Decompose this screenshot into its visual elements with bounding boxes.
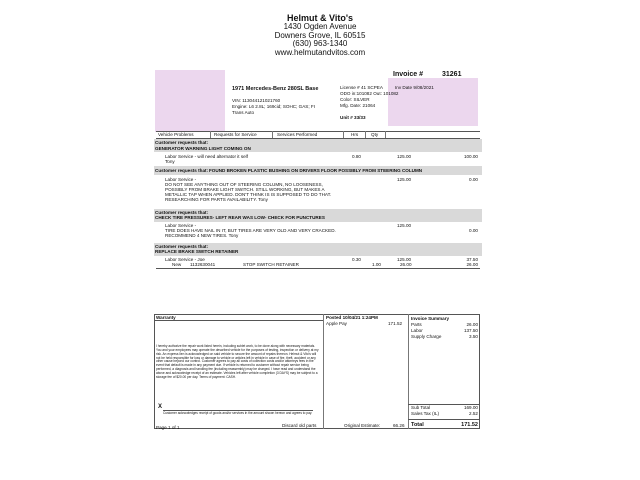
col-requests: Requests for Service bbox=[214, 132, 257, 137]
shop-address-line2: Downers Grove, IL 60515 bbox=[274, 30, 366, 40]
shop-header bbox=[0, 14, 640, 57]
service-line: RESEARCHING FOR PARTS AVAILABILITY. Tony bbox=[165, 197, 268, 202]
service-hrs: 0.80 bbox=[352, 154, 361, 159]
highlight-left bbox=[155, 70, 225, 132]
shop-name: Helmut & Vito's bbox=[287, 13, 353, 23]
posted-date: Posted 10/04/21 1:24PM bbox=[326, 315, 378, 320]
summary-labor-label: Labor bbox=[411, 328, 423, 333]
service-amount: 0.00 bbox=[469, 228, 478, 233]
invoice-date: Inv Date 9/08/2021 bbox=[395, 85, 434, 90]
service-line: METALLIC TAP WHEN APPLIED. DON'T THINK IS IS SUPPOSED TO DO THAT. bbox=[165, 192, 332, 197]
warranty-header-rule bbox=[154, 320, 323, 321]
footer-divider bbox=[408, 314, 409, 429]
summary-total: 171.52 bbox=[461, 422, 478, 428]
original-estimate-label: Original Estimate: bbox=[344, 423, 381, 428]
request-text: GENERATOR WARNING LIGHT COMING ON bbox=[155, 146, 251, 151]
service-rate: 125.00 bbox=[397, 223, 412, 228]
invoice-number: 31261 bbox=[442, 71, 462, 78]
service-rate: 125.00 bbox=[397, 177, 412, 182]
col-divider bbox=[385, 131, 386, 138]
items-end-rule bbox=[156, 268, 480, 269]
vehicle-title: 1971 Mercedes-Benz 280SL Base bbox=[232, 86, 319, 92]
col-hrs: Hrs bbox=[351, 132, 359, 137]
request-text: CHECK TIRE PRESSURES- LEFT REAR WAS LOW- CHECK FOR PUNCTURES bbox=[155, 215, 325, 220]
request-text: FOUND BROKEN PLASTIC BUSHING ON DRIVERS FLOOR POSSIBLY FROM STEERING COLUMN bbox=[209, 168, 423, 173]
request-text: REPLACE BRAKE SWITCH RETAINER bbox=[155, 249, 239, 254]
vehicle-license: License # 41 SCPEA bbox=[340, 85, 383, 90]
part-qty: 1.00 bbox=[372, 262, 381, 267]
total-rule bbox=[408, 419, 480, 420]
part-description: STOP SWITCH RETAINER bbox=[243, 262, 299, 267]
vehicle-unit: Unit # 33/33 bbox=[340, 115, 366, 120]
vehicle-vin: VIN: 113044121021760 bbox=[232, 98, 281, 103]
summary-tax-label: Sales Tax (IL) bbox=[411, 411, 439, 416]
request-label: Customer requests that: bbox=[155, 244, 209, 249]
col-services-performed: Services Performed bbox=[277, 132, 318, 137]
part-price: 26.00 bbox=[400, 262, 412, 267]
summary-subtotal-label: Sub Total bbox=[411, 405, 431, 410]
service-line: Tony bbox=[165, 159, 175, 164]
vehicle-mfg-date: Mfg. Date: 21064 bbox=[340, 103, 376, 108]
part-number: 1132630041 bbox=[190, 262, 216, 267]
discard-old-parts: Discard old parts bbox=[282, 423, 317, 428]
summary-tax: 2.52 bbox=[469, 411, 478, 416]
footer-divider bbox=[323, 314, 324, 429]
service-line: Labor Service - bbox=[165, 177, 197, 182]
vehicle-engine: Engine: L6 2.8L; 169cid; SOHC; GAS; FI bbox=[232, 104, 315, 109]
summary-subtotal: 169.00 bbox=[463, 405, 478, 410]
summary-supply-label: Supply Charge bbox=[411, 334, 442, 339]
payment-amount: 171.52 bbox=[388, 321, 403, 326]
columns-top-rule bbox=[156, 131, 480, 132]
payment-method: Apple Pay bbox=[326, 321, 347, 326]
service-rate: 125.00 bbox=[397, 154, 412, 159]
service-amount: 0.00 bbox=[469, 177, 478, 182]
service-amount: 100.00 bbox=[463, 154, 478, 159]
shop-phone: (630) 963-1340 bbox=[292, 39, 348, 49]
shop-address-line1: 1430 Ogden Avenue bbox=[283, 22, 357, 32]
service-line: RECOMMEND 4 NEW TIRES. Tony bbox=[165, 233, 239, 238]
vehicle-trans: Trans Auto bbox=[232, 110, 255, 115]
page-number: Page 1 of 1 bbox=[156, 425, 180, 430]
service-hrs: 0.30 bbox=[352, 257, 361, 262]
part-amount: 26.00 bbox=[466, 262, 478, 267]
service-amount: 37.50 bbox=[466, 257, 478, 262]
service-line: TIRE DOES HAVE NAIL IN IT, BUT TIRES ARE VERY OLD AND VERY CRACKED. bbox=[165, 228, 336, 233]
col-vehicle-problems: Vehicle Problems bbox=[158, 132, 194, 137]
service-line: Labor Service - Joe bbox=[165, 257, 205, 262]
service-line: Labor Service - will need alternator it self bbox=[165, 154, 248, 159]
original-estimate-value: 66.26 bbox=[393, 423, 405, 428]
invoice-label: Invoice # bbox=[393, 71, 423, 78]
service-line: DO NOT SEE ANYTHING OUT OF STEERING COLUMN, NO LOOSENESS, bbox=[165, 182, 323, 187]
summary-labor: 137.50 bbox=[463, 328, 478, 333]
request-label: Customer requests that: bbox=[155, 140, 209, 145]
service-line: POSSIBLY FROM BRAKE LIGHT SWITCH. STILL WORKING, BUT MAKES A bbox=[165, 187, 325, 192]
summary-parts: 26.00 bbox=[466, 322, 478, 327]
col-qty: Qty bbox=[371, 132, 379, 137]
request-label: Customer requests that: bbox=[155, 210, 209, 215]
col-divider bbox=[365, 131, 366, 138]
service-rate: 125.00 bbox=[397, 257, 412, 262]
consent-text: Customer acknowledges receipt of goods and/or services in the amount shown hereon and agrees to pay. bbox=[163, 411, 313, 415]
signature-x: X bbox=[158, 404, 163, 410]
vehicle-odometer: ODO in:101082 Out: 101082 bbox=[340, 91, 399, 96]
service-line: Labor Service - bbox=[165, 223, 197, 228]
shop-website: www.helmutandvitos.com bbox=[274, 47, 366, 57]
summary-supply: 3.50 bbox=[469, 334, 478, 339]
col-divider bbox=[343, 131, 344, 138]
col-divider bbox=[272, 131, 273, 138]
summary-title: Invoice Summary bbox=[411, 316, 450, 321]
warranty-title: Warranty bbox=[156, 315, 176, 320]
request-label: Customer requests that: bbox=[155, 168, 209, 173]
summary-total-label: Total bbox=[411, 422, 424, 428]
summary-parts-label: Parts bbox=[411, 322, 422, 327]
part-status: New bbox=[172, 262, 182, 267]
col-divider bbox=[210, 131, 211, 138]
vehicle-color: Color: SILVER bbox=[340, 97, 370, 102]
authorization-text: I hereby authorize the repair work listed herein, including sublet work, to be done along with necessary materials. You and your employees may operate the described vehicle for the purposes of testing, inspection or delivery at my risk. An express lien is acknowledged on said vehicle to secure the amount of repairs thereon. Helmut & Vito's will not be held responsible for loss or damage to vehicle or articles left in vehicle in case of fire, theft, accident or any other cause beyond our control. Customer agrees to pay all costs of collection costs and/or attorneys fees in the event that default is made in any payment due. If vehicle is returned to customer without repair service being performed, a diagnosis and handling fee (including reassembly) may be charged. I have read and understand the above and acknowledge receipt of an estimate. Vehicles left after vehicle completion (3 DAYS) may be subject to a storage fee of $20.00 per day. Terms of payment: CASH. bbox=[156, 344, 319, 379]
